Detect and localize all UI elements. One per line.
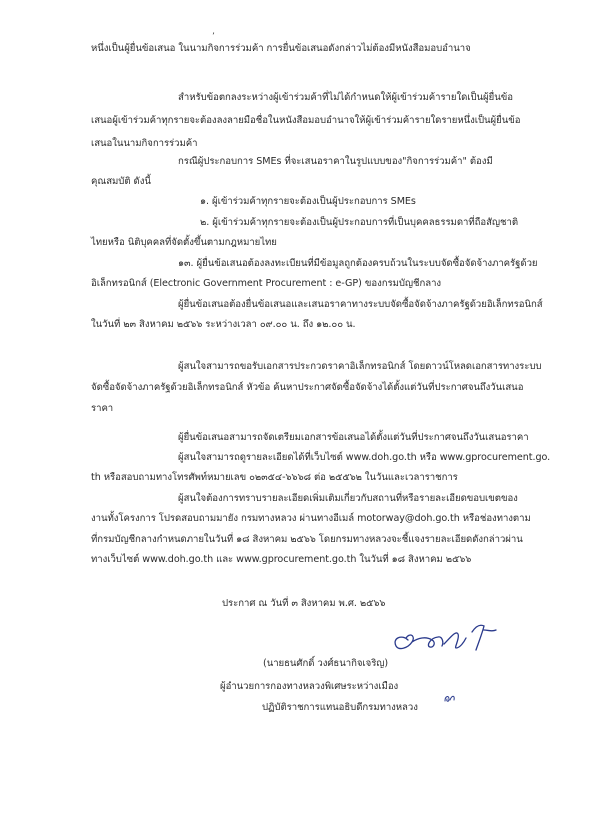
text-line: อิเล็กทรอนิกส์ (Electronic Government Procurement : e-GP) ของกรมบัญชีกลาง: [91, 278, 442, 289]
text-line: ผู้อำนวยการกองทางหลวงพิเศษระหว่างเมือง: [220, 681, 399, 692]
text-line: ผู้สนใจต้องการทราบรายละเอียดเพิ่มเติมเกี่ยวกับสถานที่หรือรายละเอียดขอบเขตของ: [178, 493, 518, 504]
text-line: ผู้ยื่นข้อเสนอสามารถจัดเตรียมเอกสารข้อเสนอได้ตั้งแต่วันที่ประกาศจนถึงวันเสนอราคา: [178, 432, 529, 443]
text-line: เสนอผู้เข้าร่วมค้าทุกรายจะต้องลงลายมือชื่อในหนังสือมอบอำนาจให้ผู้เข้าร่วมค้ารายใดรายหนึ่งเป็นผู้ยื่นข้อ: [91, 115, 521, 126]
text-line: ในวันที่ ๒๓ สิงหาคม ๒๕๖๖ ระหว่างเวลา ๐๙.๐๐ น. ถึง ๑๒.๐๐ น.: [91, 319, 356, 330]
text-line: คุณสมบัติ ดังนี้: [91, 176, 151, 187]
text-line: ประกาศ ณ วันที่ ๓ สิงหาคม พ.ศ. ๒๕๖๖: [222, 598, 386, 609]
text-line: ผู้สนใจสามารถดูรายละเอียดได้ที่เว็บไซต์ www.doh.go.th หรือ www.gprocurement.go.: [178, 452, 551, 463]
text-line: จัดซื้อจัดจ้างภาครัฐด้วยอิเล็กทรอนิกส์ หัวข้อ ค้นหาประกาศจัดซื้อจัดจ้างได้ตั้งแต่วันที่ประกาศจนถึงวันเสนอ: [91, 382, 524, 393]
text-line: ปฏิบัติราชการแทนอธิบดีกรมทางหลวง: [262, 702, 418, 713]
text-line: ๒. ผู้เข้าร่วมค้าทุกรายจะต้องเป็นผู้ประกอบการที่เป็นบุคคลธรรมดาที่ถือสัญชาติ: [200, 217, 518, 228]
text-line: สำหรับข้อตกลงระหว่างผู้เข้าร่วมค้าที่ไม่ได้กำหนดให้ผู้เข้าร่วมค้ารายใดเป็นผู้ยื่นข้อ: [178, 92, 513, 103]
text-line: ที่กรมบัญชีกลางกำหนดภายในวันที่ ๑๘ สิงหาคม ๒๕๖๖ โดยกรมทางหลวงจะชี้แจงรายละเอียดดังกล่าวผ่าน: [91, 534, 523, 545]
top-mark: ’: [212, 32, 215, 42]
text-line: ผู้ยื่นข้อเสนอต้องยื่นข้อเสนอและเสนอราคาทางระบบจัดซื้อจัดจ้างภาครัฐด้วยอิเล็กทรอนิกส์: [178, 299, 543, 310]
text-line: งานทั้งโครงการ โปรดสอบถามมายัง กรมทางหลวง ผ่านทางอีเมล์ motorway@doh.go.th หรือช่องทางตาม: [91, 513, 531, 524]
text-line: เสนอในนามกิจการร่วมค้า: [91, 138, 198, 149]
text-line: ๑. ผู้เข้าร่วมค้าทุกรายจะต้องเป็นผู้ประกอบการ SMEs: [200, 196, 416, 207]
text-line: (นายธนศักดิ์ วงศ์ธนากิจเจริญ): [263, 658, 389, 669]
text-line: ผู้สนใจสามารถขอรับเอกสารประกวดราคาอิเล็กทรอนิกส์ โดยดาวน์โหลดเอกสารทางระบบ: [178, 361, 542, 372]
text-line: ราคา: [91, 403, 114, 414]
initials: [443, 692, 457, 704]
text-line: หนึ่งเป็นผู้ยื่นข้อเสนอ ในนามกิจการร่วมค้า การยื่นข้อเสนอดังกล่าวไม่ต้องมีหนังสือมอบอำนาจ: [91, 43, 471, 54]
text-line: ทางเว็บไซต์ www.doh.go.th และ www.gprocurement.go.th ในวันที่ ๑๘ สิงหาคม ๒๕๖๖: [91, 554, 472, 565]
text-line: กรณีผู้ประกอบการ SMEs ที่จะเสนอราคาในรูปแบบของ"กิจการร่วมค้า" ต้องมี: [178, 156, 493, 167]
text-line: ๑๓. ผู้ยื่นข้อเสนอต้องลงทะเบียนที่มีข้อมูลถูกต้องครบถ้วนในระบบจัดซื้อจัดจ้างภาครัฐด้วย: [178, 258, 538, 269]
text-line: ไทยหรือ นิติบุคคลที่จัดตั้งขึ้นตามกฎหมายไทย: [91, 237, 277, 248]
text-line: th หรือสอบถามทางโทรศัพท์หมายเลข ๐๒๓๕๔-๖๖๖๘ ต่อ ๒๕๕๖๒ ในวันและเวลาราชการ: [91, 472, 458, 483]
signature: [372, 620, 502, 660]
